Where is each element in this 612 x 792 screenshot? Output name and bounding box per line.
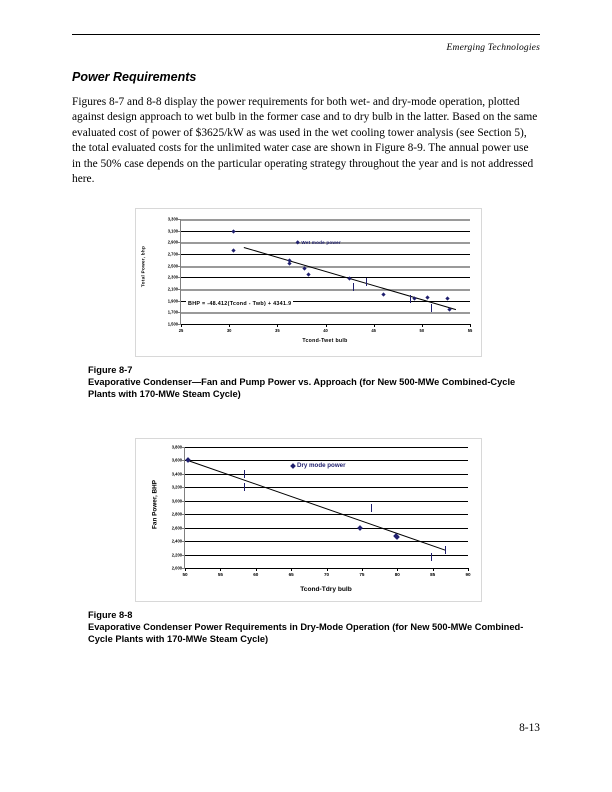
x-tick-label: 45 (371, 328, 376, 333)
gridline (185, 555, 468, 556)
x-tick-mark (327, 568, 328, 571)
gridline (185, 528, 468, 529)
x-tick-mark (291, 568, 292, 571)
data-point-marker (358, 525, 364, 531)
gridline (185, 514, 468, 515)
data-point-marker (394, 534, 400, 540)
chart-figure-8-7 (135, 208, 482, 357)
y-axis-title-2: Fan Power, BHP (151, 480, 159, 530)
legend-2 (291, 462, 345, 469)
gridline (181, 254, 470, 255)
x-tick-mark (256, 568, 257, 571)
data-point-marker (412, 296, 416, 300)
x-tick-mark (433, 568, 434, 571)
trendline-equation-label: BHP = -48.412(Tcond - Twb) + 4341.9 (188, 301, 292, 307)
x-tick-label: 85 (430, 572, 436, 577)
y-tick-mark (178, 289, 181, 290)
figure-caption-8-8 (88, 609, 538, 646)
y-tick-label: 3,800 (171, 444, 182, 450)
y-tick-mark (182, 460, 185, 461)
running-header-title: Emerging Technologies (446, 43, 540, 53)
data-point-bar (371, 504, 372, 512)
x-tick-mark (470, 324, 471, 327)
page-title: Power Requirements (72, 70, 197, 84)
y-tick-label: 2,300 (167, 274, 178, 280)
x-tick-mark (181, 324, 182, 327)
y-tick-label: 3,000 (171, 498, 182, 504)
y-tick-mark (182, 447, 185, 448)
y-tick-mark (178, 254, 181, 255)
y-axis-title-1: Total Power, bhp (140, 245, 146, 288)
data-point-bar (353, 283, 354, 291)
data-point-marker (306, 273, 310, 277)
y-tick-label: 1,700 (167, 309, 178, 315)
y-tick-label: 2,700 (167, 251, 178, 257)
x-tick-mark (397, 568, 398, 571)
chart-figure-8-8 (135, 438, 482, 602)
y-tick-mark (182, 501, 185, 502)
data-point-bar (366, 278, 367, 286)
gridline (185, 487, 468, 488)
x-tick-label: 35 (275, 328, 280, 333)
data-point-bar (244, 483, 245, 491)
x-tick-label: 30 (226, 328, 232, 333)
y-tick-label: 3,300 (167, 216, 178, 222)
x-tick-mark (185, 568, 186, 571)
legend-marker-icon (295, 240, 300, 245)
header-rule (72, 34, 540, 35)
y-tick-mark (178, 219, 181, 220)
gridline (181, 231, 470, 232)
x-tick-label: 55 (217, 572, 223, 577)
y-tick-mark (178, 266, 181, 267)
x-tick-label: 25 (178, 328, 184, 333)
y-tick-mark (178, 301, 181, 302)
y-tick-mark (182, 487, 185, 488)
data-point-bar (431, 304, 432, 312)
data-point-marker (347, 276, 351, 280)
data-point-marker (425, 295, 429, 299)
figure-title-8-7: Evaporative Condenser—Fan and Pump Power vs. Approach (for New 500-MWe Combined-Cycle Plants with 170-MWe Steam Cycle) (88, 377, 516, 400)
data-point-marker (302, 266, 306, 270)
figure-caption-8-7 (88, 364, 538, 401)
data-point-bar (410, 295, 411, 303)
y-tick-mark (182, 555, 185, 556)
gridline (181, 277, 470, 278)
y-tick-label: 3,200 (171, 484, 182, 490)
data-point-bar (445, 546, 446, 554)
y-tick-label: 2,500 (167, 263, 178, 269)
y-tick-mark (178, 231, 181, 232)
legend-label-2: Dry mode power (297, 462, 346, 469)
x-axis-title-2: Tcond-Tdry bulb (300, 586, 352, 593)
x-tick-mark (468, 568, 469, 571)
figure-number-8-7: Figure 8-7 (88, 365, 133, 375)
plot-area-1 (167, 216, 473, 333)
page-number: 8-13 (519, 722, 540, 734)
x-tick-label: 50 (419, 328, 425, 333)
legend-marker-icon (290, 463, 296, 469)
x-tick-mark (422, 324, 423, 327)
x-tick-label: 50 (182, 572, 188, 577)
y-tick-label: 1,900 (167, 298, 178, 304)
y-tick-label: 3,100 (167, 228, 178, 234)
y-tick-label: 2,400 (171, 538, 182, 544)
y-tick-mark (182, 474, 185, 475)
y-tick-label: 2,900 (167, 239, 178, 245)
x-tick-mark (220, 568, 221, 571)
gridline (181, 219, 470, 221)
x-tick-label: 80 (394, 572, 400, 577)
y-tick-mark (178, 242, 181, 243)
x-tick-label: 65 (288, 572, 294, 577)
gridline (181, 312, 470, 314)
legend-label-1: Wet mode power (301, 240, 341, 245)
x-tick-mark (229, 324, 230, 327)
y-tick-mark (182, 528, 185, 529)
x-tick-label: 40 (323, 328, 328, 333)
gridline (181, 289, 470, 291)
x-tick-label: 55 (467, 328, 473, 333)
x-tick-mark (374, 324, 375, 327)
x-tick-label: 70 (323, 572, 330, 577)
y-tick-mark (182, 514, 185, 515)
figure-number-8-8: Figure 8-8 (88, 610, 133, 620)
x-tick-label: 60 (253, 572, 259, 577)
legend-1 (296, 240, 341, 245)
x-tick-mark (362, 568, 363, 571)
x-tick-label: 90 (465, 572, 471, 577)
x-tick-label: 75 (359, 572, 365, 577)
y-tick-label: 2,800 (171, 511, 182, 517)
y-tick-mark (182, 541, 185, 542)
gridline (181, 266, 470, 268)
figure-title-8-8: Evaporative Condenser Power Requirements in Dry-Mode Operation (for New 500-MWe Combined-Cycle Plants with 170-MWe Steam Cycle) (88, 622, 524, 645)
data-point-marker (232, 248, 236, 252)
data-point-marker (185, 458, 191, 464)
data-point-marker (381, 292, 385, 296)
x-tick-mark (326, 324, 327, 327)
y-tick-label: 2,100 (167, 286, 178, 292)
data-point-bar (431, 553, 432, 561)
y-tick-label: 3,400 (171, 471, 182, 477)
body-paragraph: Figures 8-7 and 8-8 display the power requirements for both wet- and dry-mode operation, plotted against design approach to wet bulb in the former case and to dry bulb in the latter. Based on the same evaluated cost of power of $3625/kW as was used in the wet cooling tower analysis (see Section 5), the total evaluated costs for the unlimited water case are shown in Figure 8-9. The annual power use in the 50% case depends on the particular operating strategy throughout the year and is not addressed here. (72, 96, 538, 186)
y-tick-label: 2,000 (171, 565, 182, 571)
y-tick-label: 2,200 (171, 552, 182, 558)
y-tick-label: 1,500 (167, 321, 178, 327)
data-point-bar (244, 470, 245, 478)
gridline (185, 447, 468, 448)
y-tick-mark (178, 277, 181, 278)
y-tick-label: 2,600 (171, 525, 182, 531)
y-tick-mark (178, 312, 181, 313)
gridline (185, 501, 468, 502)
y-tick-label: 3,600 (171, 457, 182, 463)
x-tick-mark (277, 324, 278, 327)
x-axis-title-1: Tcond-Twet bulb (302, 338, 348, 344)
